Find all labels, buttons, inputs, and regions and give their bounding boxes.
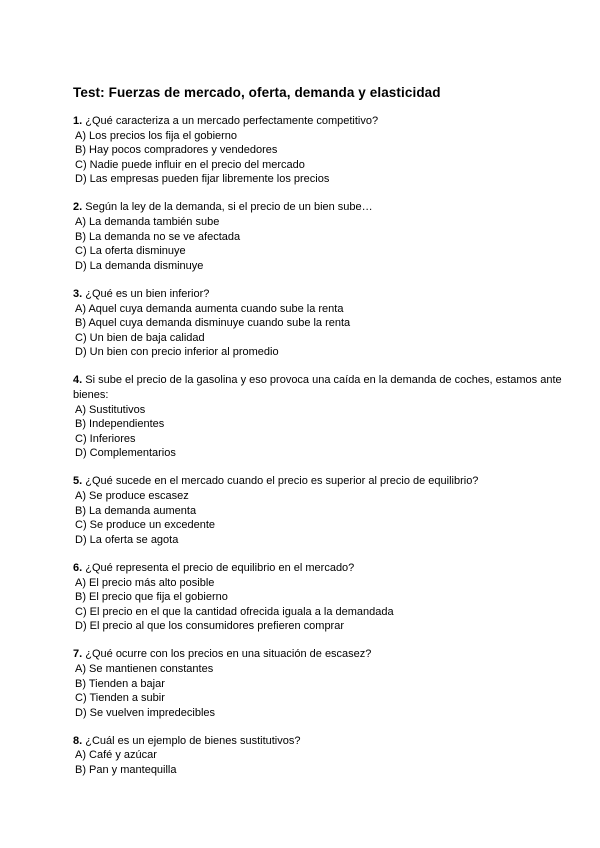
answer-option: C) Nadie puede influir en el precio del mercado <box>75 158 305 171</box>
answer-option: C) Tienden a subir <box>75 692 165 705</box>
answer-option: D) El precio al que los consumidores prefieren comprar <box>75 620 345 633</box>
question-number: 4. <box>73 374 83 387</box>
question-number: 2. <box>73 201 83 214</box>
answer-options <box>73 129 573 187</box>
answer-option: A) Café y azúcar <box>75 749 157 762</box>
question-5 <box>73 474 573 547</box>
answer-option: A) El precio más alto posible <box>75 576 215 589</box>
question-7 <box>73 647 573 720</box>
question-prompt: Si sube el precio de la gasolina y eso provoca una caída en la demanda de coches, estamos ante bienes: <box>73 374 562 401</box>
answer-option: D) Un bien con precio inferior al promedio <box>75 346 279 359</box>
answer-option: B) El precio que fija el gobierno <box>75 591 228 604</box>
question-text <box>73 474 573 489</box>
answer-options <box>73 662 573 720</box>
answer-option: D) Las empresas pueden fijar libremente los precios <box>75 173 330 186</box>
answer-option: D) Se vuelven impredecibles <box>75 706 216 719</box>
question-text <box>73 561 573 576</box>
question-prompt: Según la ley de la demanda, si el precio de un bien sube… <box>85 201 373 214</box>
answer-option: D) La oferta se agota <box>75 533 179 546</box>
answer-option: C) Un bien de baja calidad <box>75 331 205 344</box>
question-2 <box>73 200 573 273</box>
answer-option: B) La demanda no se ve afectada <box>75 230 241 243</box>
question-text <box>73 647 573 662</box>
question-number: 7. <box>73 648 83 661</box>
answer-option: A) Se mantienen constantes <box>75 663 214 675</box>
answer-options <box>73 576 573 634</box>
page-title: Test: Fuerzas de mercado, oferta, demanda y elasticidad <box>73 85 441 100</box>
question-prompt: ¿Qué es un bien inferior? <box>85 287 210 300</box>
question-number: 3. <box>73 287 83 300</box>
question-prompt: ¿Qué representa el precio de equilibrio en el mercado? <box>85 561 355 574</box>
answer-option: D) La demanda disminuye <box>75 259 204 272</box>
answer-option: A) Los precios los fija el gobierno <box>75 129 238 142</box>
answer-option: B) Independientes <box>75 418 165 431</box>
question-text <box>73 373 573 402</box>
answer-options <box>73 215 573 273</box>
question-6 <box>73 561 573 634</box>
answer-option: B) Tienden a bajar <box>75 677 165 690</box>
question-8 <box>73 734 573 778</box>
answer-option: A) Sustitutivos <box>75 403 146 416</box>
answer-option: B) Aquel cuya demanda disminuye cuando sube la renta <box>75 317 351 330</box>
question-prompt: ¿Qué sucede en el mercado cuando el precio es superior al precio de equilibrio? <box>85 475 479 488</box>
answer-option: C) Inferiores <box>75 432 136 445</box>
question-prompt: ¿Qué caracteriza a un mercado perfectamente competitivo? <box>85 115 379 127</box>
question-text <box>73 287 573 302</box>
question-3 <box>73 287 573 360</box>
answer-option: A) La demanda también sube <box>75 216 220 229</box>
question-text <box>73 200 573 215</box>
question-1 <box>73 114 573 187</box>
answer-options <box>73 403 573 461</box>
question-number: 1. <box>73 115 83 127</box>
question-text <box>73 734 573 749</box>
question-text <box>73 114 573 129</box>
answer-options <box>73 489 573 547</box>
answer-options <box>73 748 573 777</box>
answer-options <box>73 302 573 360</box>
answer-option: C) Se produce un excedente <box>75 519 216 532</box>
answer-option: A) Aquel cuya demanda aumenta cuando sube la renta <box>75 302 344 315</box>
answer-option: B) Hay pocos compradores y vendedores <box>75 144 278 157</box>
question-number: 8. <box>73 734 83 747</box>
answer-option: C) El precio en el que la cantidad ofrecida iguala a la demandada <box>75 605 394 618</box>
question-list <box>73 114 573 791</box>
answer-option: B) Pan y mantequilla <box>75 764 177 777</box>
answer-option: B) La demanda aumenta <box>75 504 197 517</box>
answer-option: C) La oferta disminuye <box>75 245 186 258</box>
question-4 <box>73 373 573 461</box>
question-number: 5. <box>73 475 83 488</box>
question-prompt: ¿Qué ocurre con los precios en una situación de escasez? <box>85 648 372 661</box>
answer-option: A) Se produce escasez <box>75 490 189 503</box>
answer-option: D) Complementarios <box>75 447 176 460</box>
question-prompt: ¿Cuál es un ejemplo de bienes sustitutivos? <box>85 734 301 747</box>
question-number: 6. <box>73 561 83 574</box>
